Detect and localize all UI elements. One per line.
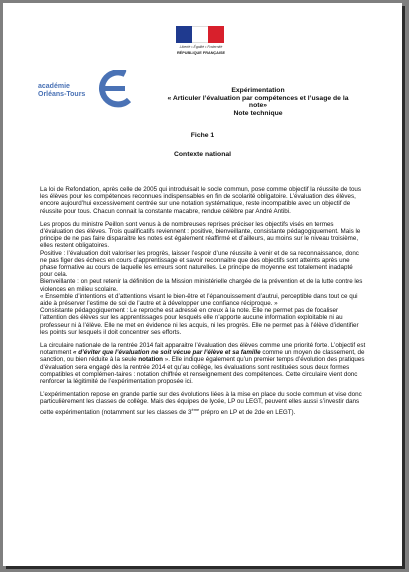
- p7-text-a: La circulaire nationale de la rentrée 2014 fait apparaitre l’évaluation des élèves comme une priorité forte. L’objectif est notamment: [40, 342, 366, 357]
- academy-e-logo-icon: [95, 70, 135, 108]
- republic-name: RÉPUBLIQUE FRANÇAISE: [176, 51, 226, 55]
- academy-label: académie: [38, 83, 70, 90]
- section-subtitle: Contexte national: [173, 151, 232, 158]
- document-header: [153, 87, 363, 117]
- p7-notation: notation: [138, 356, 163, 364]
- paragraph-1: La loi de Refondation, après celle de 2005 qui introduisait le socle commun, pose comme objectif la réussite de tous les élèves pour les compétences reconnues indispensables en fin de scolarité obligatoire. L’évaluation des élèves, encore aujourd’hui excessivement centrée sur une notation systématique, reste incompatible avec un objectif de réussite pour tous. Chacun connait la constante macabre, rendue célèbre par André Antibi.: [40, 186, 362, 215]
- republic-motto: Liberté • Égalité • Fraternité: [179, 45, 223, 49]
- paragraph-8: [40, 391, 366, 416]
- header-title-4: Note technique: [233, 109, 283, 117]
- p7-text-e: ». Elle indique également qu’un premier temps d’évolution des pratiques d’évaluation sera engagé dès la rentrée 2014 et qu’au collège, les évaluations sont restituées sous deux formes compatibles et complémen-taires : notation chiffrée et renseignement des compétences. Cette circulaire vient donc renforcer la légitimité de l’expérimentation proposée ici.: [40, 356, 365, 386]
- header-title-3: note»: [248, 102, 268, 109]
- academy-region: Orléans-Tours: [38, 91, 86, 98]
- paragraph-5: « Ensemble d’intentions et d’attentions visant le bien-être et l’épanouissement d’autrui, perceptible dans tout ce qui aide à préserver l’estime de soi de l’autre et à développer une confiance réciproque. »: [40, 292, 358, 308]
- p8-text-a: L’expérimentation repose en grande partie sur des évolutions liées à la mise en place du socle commun et vise donc particulièrement les classes de collège. Mais des équipes de lycée, LP ou LEGT, peuvent elles aussi s’investir dans cette expérimentation (notamment sur les classes de 3: [40, 391, 362, 416]
- paragraph-2: Les propos du ministre Peillon sont venus à de nombreuses reprises préciser les objectifs visés en termes d’évaluation des élèves. Trois qualificatifs reviennent : positive, bienveillante, consistante pédagogiquement. Mais le principe de ne pas faire disparaitre les notes est également réaffirmé et d’ailleurs, au moins sur le niveau troisième, elles restent obligatoires.: [40, 220, 361, 250]
- header-title-2: « Articuler l’évaluation par compétences et l’usage de la: [167, 94, 349, 102]
- paragraph-6: Consistante pédagogiquement : Le reproche est adressé en creux à la note. Elle ne permet pas de focaliser l’attention des élèves sur les apprentissages pour lesquels elle n’apporte aucune information exploitable ni au professeur ni à l’élève. Elle ne met en évidence ni les acquis, ni les progrès. Elle ne permet pas à l’élève d’identifier les points sur lesquels il doit concentrer ses efforts.: [40, 307, 359, 336]
- p8-text-b: prépro en LP et de 2de en LEGT).: [199, 408, 296, 416]
- document-page: [3, 3, 402, 566]
- document-body: [40, 186, 366, 422]
- header-title-1: Expérimentation: [231, 87, 285, 94]
- p7-quote: « d’éviter que l’évaluation ne soit vécue par l’élève et sa famille: [73, 349, 261, 357]
- paragraph-7: [40, 342, 366, 385]
- p8-superscript: ème: [191, 406, 200, 412]
- p7-text-c: comme un moyen de classement, de sanction, ou bien réduite à la seule: [40, 349, 365, 364]
- paragraph-3: Positive : l’évaluation doit valoriser les progrès, laisser l’espoir d’une réussite à venir et de sa reconnaissance, donc ne pas figer des échecs en cours d’apprentissage et savoir reconnaitre que des objectifs sont atteints après une phase formative au cours de laquelle les erreurs sont naturelles. Le principe de moyenne est totalement inadapté pour cela.: [40, 249, 359, 279]
- paragraph-4: Bienveillante : on peut retenir la définition de la Mission ministérielle chargée de la prévention et de la lutte contre les violences en milieu scolaire.: [40, 278, 363, 293]
- french-flag-logo: [176, 26, 224, 43]
- fiche-number: Fiche 1: [190, 132, 215, 139]
